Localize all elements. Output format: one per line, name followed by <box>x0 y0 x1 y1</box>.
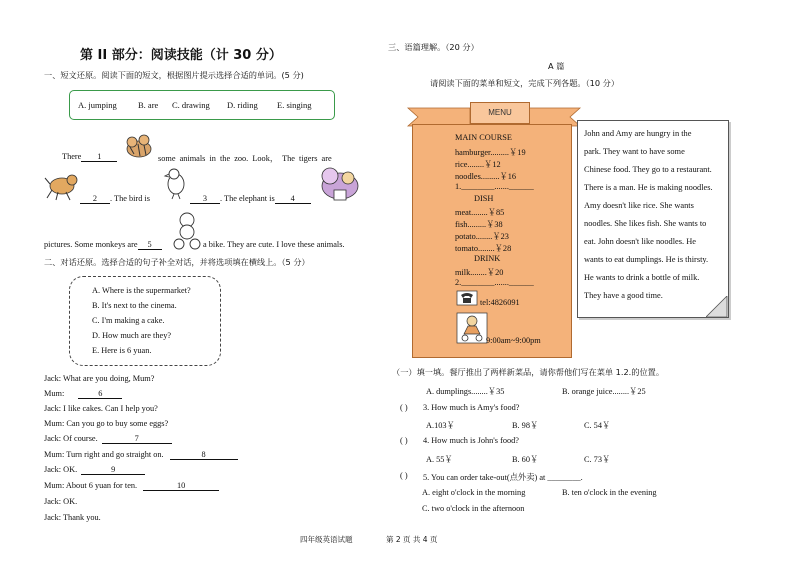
menu-item: meat........￥85 <box>455 208 505 217</box>
answer-paren: ( ) <box>400 471 408 480</box>
menu-banner: MENU <box>470 102 530 124</box>
dialog-option: C. I'm making a cake. <box>92 316 165 325</box>
word-option: A. jumping <box>78 100 117 110</box>
q4-option: C. 73￥ <box>584 455 611 464</box>
dialog-line: Jack: Of course. 7 <box>44 434 172 444</box>
q5-option-a: A. eight o'clock in the morning <box>422 488 526 497</box>
dialog-line: Jack: OK. 9 <box>44 465 145 475</box>
q5-option-b: B. ten o'clock in the evening <box>562 488 657 497</box>
reading-instruction: 请阅读下面的菜单和短文，完成下列各题。（10 分） <box>430 78 620 88</box>
q4-option: A. 55￥ <box>426 455 453 464</box>
menu-dish: DISH <box>474 194 494 203</box>
dialog-line: Jack: OK. <box>44 497 78 506</box>
dialog-line: Mum: About 6 yuan for ten. 10 <box>44 481 219 491</box>
dialog-option: A. Where is the supermarket? <box>92 286 191 295</box>
monkey-bike-picture-icon <box>172 210 202 250</box>
blank-7: 7 <box>102 434 172 444</box>
menu-item: potato........￥23 <box>455 232 509 241</box>
menu-hours: 9:00am~9:00pm <box>486 336 541 345</box>
answer-paren: ( ) <box>400 403 408 412</box>
word-options-box <box>69 90 335 120</box>
story-line: There is a man. He is making noodles. <box>584 183 713 192</box>
footer-page-number: 第 2 页 共 4 页 <box>386 535 438 544</box>
dialog-line: Jack: I like cakes. Can I help you? <box>44 404 158 413</box>
story-line: wants to eat dumplings. He is thirsty. <box>584 255 709 264</box>
footer-exam-name: 四年级英语试题 <box>300 535 353 544</box>
q3-option: C. 54￥ <box>584 421 611 430</box>
story-line: park. They want to have some <box>584 147 685 156</box>
fill-option-a: A. dumplings........￥35 <box>426 387 505 396</box>
dialog-line: Mum: Turn right and go straight on. 8 <box>44 450 238 460</box>
question-3: 3. How much is Amy's food? <box>423 403 520 412</box>
word-option: C. drawing <box>172 100 210 110</box>
bird-picture-icon <box>160 166 190 200</box>
note-page-curl <box>706 296 728 318</box>
fill-question: （一）填一填。餐厅推出了两样新菜品，请你帮他们写在菜单 1.2.的位置。 <box>392 367 665 377</box>
story-line: eat. John doesn't like noodles. He <box>584 237 696 246</box>
section2-heading: 二、对话还原。选择合适的句子补全对话，并将选项填在横线上。（5 分） <box>44 257 310 267</box>
tigers-picture-icon <box>124 132 154 160</box>
word-option: B. are <box>138 100 159 110</box>
delivery-scooter-icon <box>456 312 488 344</box>
menu-item: hamburger.........￥19 <box>455 148 526 157</box>
dialog-line: Jack: Thank you. <box>44 513 101 522</box>
section1-heading: 一、短文还原。阅读下面的短文，根据图片提示选择合适的单词。(5 分) <box>44 70 304 80</box>
menu-item: noodles.........￥16 <box>455 172 517 181</box>
question-4: 4. How much is John's food? <box>423 436 519 445</box>
q5-option-c: C. two o'clock in the afternoon <box>422 504 525 513</box>
menu-item: fish.........￥38 <box>455 220 503 229</box>
blank-3: 3 <box>190 194 220 204</box>
story-line: He wants to drink a bottle of milk. <box>584 273 700 282</box>
story-line: Amy doesn't like rice. She wants <box>584 201 694 210</box>
story-line: They have a good time. <box>584 291 663 300</box>
story-line: Chinese food. They go to a restaurant. <box>584 165 712 174</box>
question-5: 5. You can order take-out(点外卖) at ________. <box>423 473 583 482</box>
q3-option: A.103￥ <box>426 421 455 430</box>
blank-2: 2 <box>80 194 110 204</box>
menu-drink: DRINK <box>474 254 501 263</box>
dialog-option: B. It's next to the cinema. <box>92 301 177 310</box>
story-line: John and Amy are hungry in the <box>584 129 692 138</box>
fill-option-b: B. orange juice........￥25 <box>562 387 646 396</box>
dialog-option: E. Here is 6 yuan. <box>92 346 152 355</box>
passage-line-2: 2 . The bird is <box>80 194 150 204</box>
blank-4: 4 <box>275 194 311 204</box>
blank-9: 9 <box>81 465 145 475</box>
story-line: noodles. She likes fish. She wants to <box>584 219 707 228</box>
part-a-label: A 篇 <box>548 61 565 71</box>
word-option: D. riding <box>227 100 258 110</box>
menu-item: tomato........￥28 <box>455 244 512 253</box>
passage-line-3: pictures. Some monkeys are 5 <box>44 240 162 250</box>
section3-heading: 三、语篇理解。（20 分） <box>388 42 479 52</box>
blank-8: 8 <box>170 450 238 460</box>
jumping-tiger-picture-icon <box>44 170 80 202</box>
dialog-line: Jack: What are you doing, Mum? <box>44 374 155 383</box>
elephant-drawing-picture-icon <box>316 164 362 204</box>
answer-paren: ( ) <box>400 436 408 445</box>
menu-item: rice........￥12 <box>455 160 501 169</box>
q4-option: B. 60￥ <box>512 455 539 464</box>
passage-line-1-rest: some animals in the zoo. Look， The tigers are <box>158 154 332 163</box>
dialog-line: Mum: 6 <box>44 389 122 399</box>
menu-item: milk........￥20 <box>455 268 504 277</box>
passage-line-3-rest: a bike. They are cute. I love these animals. <box>203 240 345 249</box>
blank-6: 6 <box>78 389 122 399</box>
menu-item-blank-2: 2.________.......______ <box>455 278 534 287</box>
blank-10: 10 <box>143 481 219 491</box>
word-option: E. singing <box>277 100 312 110</box>
menu-item-blank-1: 1.________.......______ <box>455 182 534 191</box>
part-title: 第 II 部分：阅读技能（计 30 分） <box>80 48 282 63</box>
telephone-icon <box>456 290 478 306</box>
blank-5: 5 <box>138 240 162 250</box>
blank-1: 1 <box>81 152 117 162</box>
story-note <box>577 120 729 318</box>
dialog-option: D. How much are they? <box>92 331 172 340</box>
dialog-line: Mum: Can you go to buy some eggs? <box>44 419 169 428</box>
passage-line-2b: 3 . The elephant is 4 <box>190 194 311 204</box>
q3-option: B. 98￥ <box>512 421 539 430</box>
menu-telephone: tel:4826091 <box>480 298 520 307</box>
passage-line-1: There 1 <box>62 152 117 162</box>
menu-main-course: MAIN COURSE <box>455 133 512 142</box>
